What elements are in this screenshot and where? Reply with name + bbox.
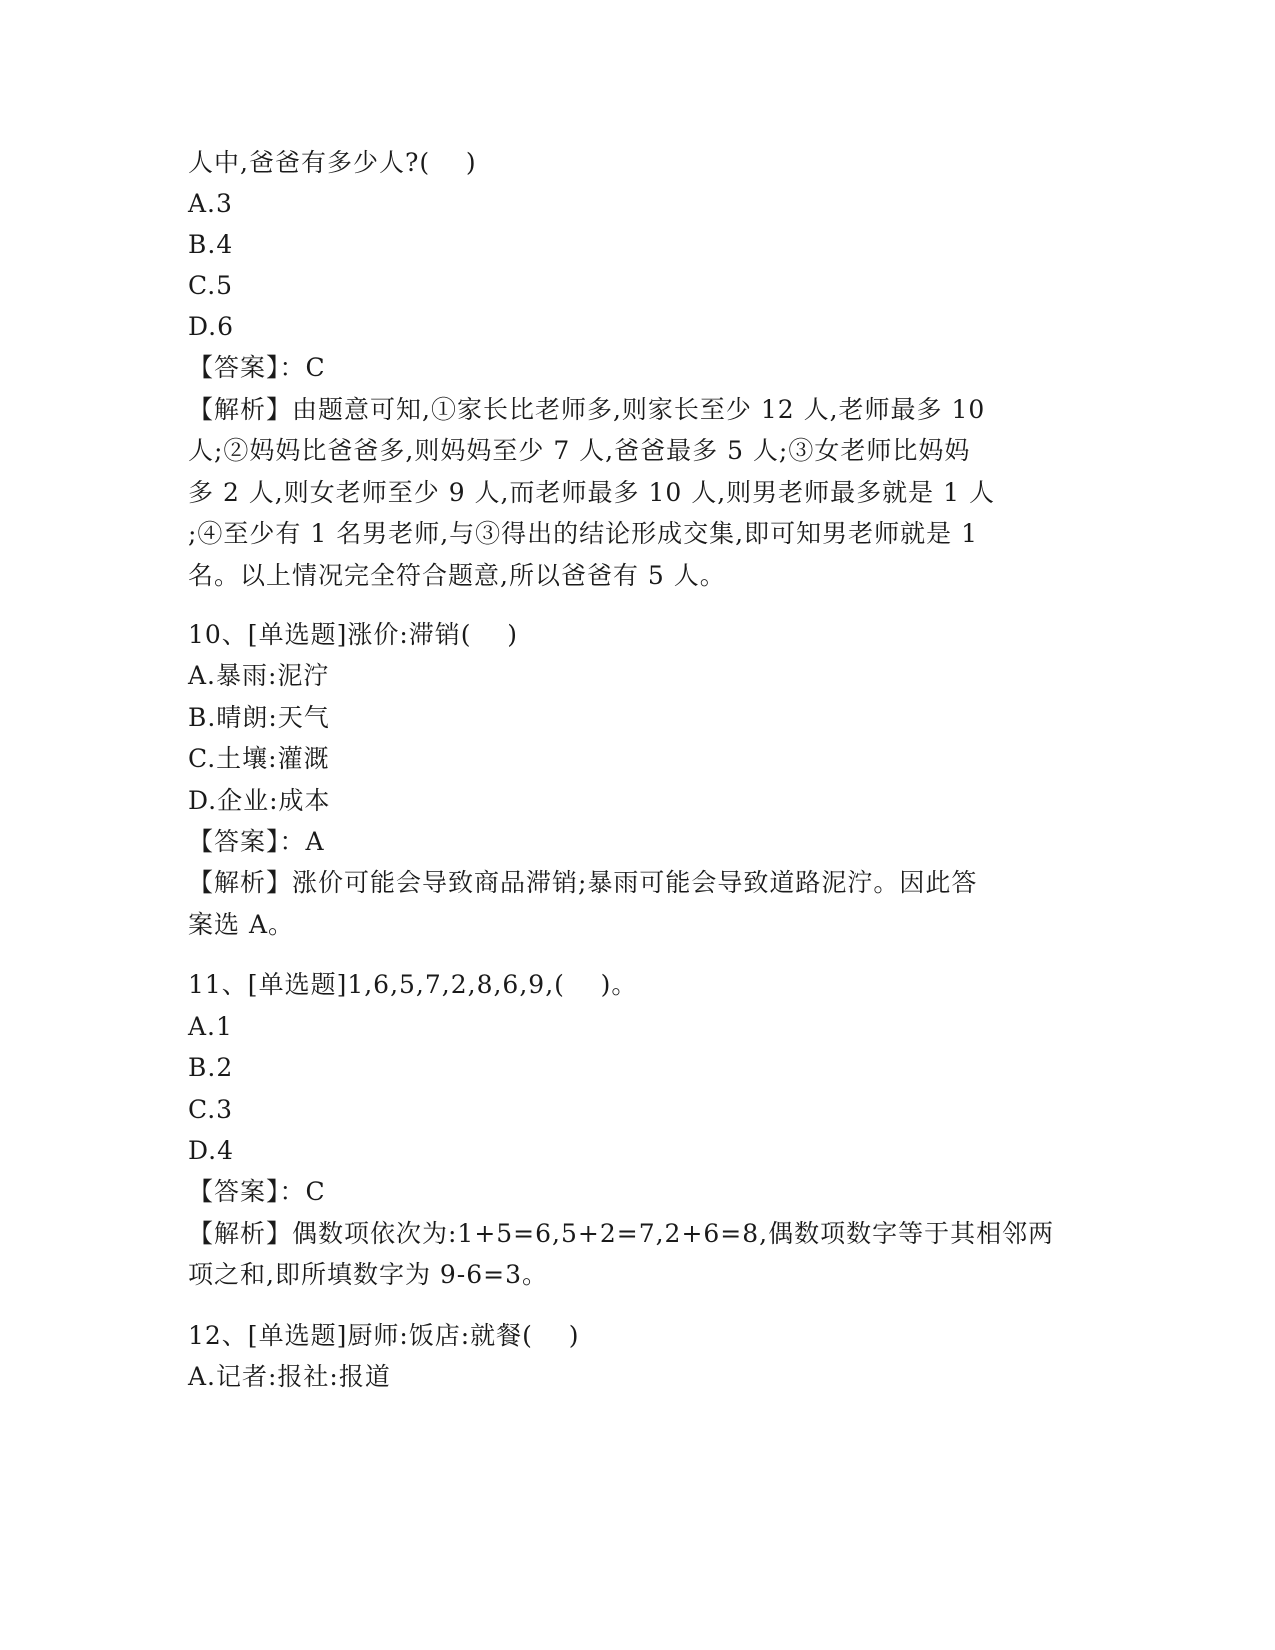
q9-analysis-line: 多 2 人,则女老师至少 9 人,而老师最多 10 人,则男老师最多就是 1 人 [188, 478, 995, 507]
q12-option-a: A.记者:报社:报道 [188, 1362, 391, 1391]
q11-analysis-line: 项之和,即所填数字为 9-6=3。 [188, 1260, 549, 1289]
q11-stem: 11、[单选题]1,6,5,7,2,8,6,9,( )。 [188, 970, 638, 999]
q9-option-b: B.4 [188, 230, 234, 259]
q11-answer: 【答案】：C [188, 1177, 326, 1206]
q9-analysis-line: 人;②妈妈比爸爸多,则妈妈至少 7 人,爸爸最多 5 人;③女老师比妈妈 [188, 436, 971, 465]
q11-analysis-line: 【解析】偶数项依次为:1+5=6,5+2=7,2+6=8,偶数项数字等于其相邻两 [188, 1219, 1055, 1248]
q10-option-a: A.暴雨:泥泞 [188, 661, 330, 690]
q9-analysis-line: 名。以上情况完全符合题意,所以爸爸有 5 人。 [188, 561, 726, 590]
q9-stem: 人中,爸爸有多少人?( ) [188, 148, 477, 177]
q11-option-b: B.2 [188, 1053, 234, 1082]
q9-analysis-line: 【解析】由题意可知,①家长比老师多,则家长至少 12 人,老师最多 10 [188, 395, 986, 424]
q9-option-c: C.5 [188, 271, 234, 300]
q11-option-a: A.1 [188, 1012, 233, 1041]
q10-option-c: C.土壤:灌溉 [188, 744, 330, 773]
q10-analysis-line: 案选 A。 [188, 910, 295, 939]
q10-option-d: D.企业:成本 [188, 786, 331, 815]
q9-option-d: D.6 [188, 312, 235, 341]
q10-analysis-line: 【解析】涨价可能会导致商品滞销;暴雨可能会导致道路泥泞。因此答 [188, 868, 978, 897]
q11-option-d: D.4 [188, 1136, 235, 1165]
q9-option-a: A.3 [188, 189, 233, 218]
q12-stem: 12、[单选题]厨师:饭店:就餐( ) [188, 1321, 580, 1350]
q11-option-c: C.3 [188, 1095, 234, 1124]
q9-answer: 【答案】：C [188, 353, 326, 382]
q10-answer: 【答案】：A [188, 827, 325, 856]
q10-stem: 10、[单选题]涨价:滞销( ) [188, 620, 519, 649]
q9-analysis-line: ;④至少有 1 名男老师,与③得出的结论形成交集,即可知男老师就是 1 [188, 519, 978, 548]
q10-option-b: B.晴朗:天气 [188, 703, 330, 732]
